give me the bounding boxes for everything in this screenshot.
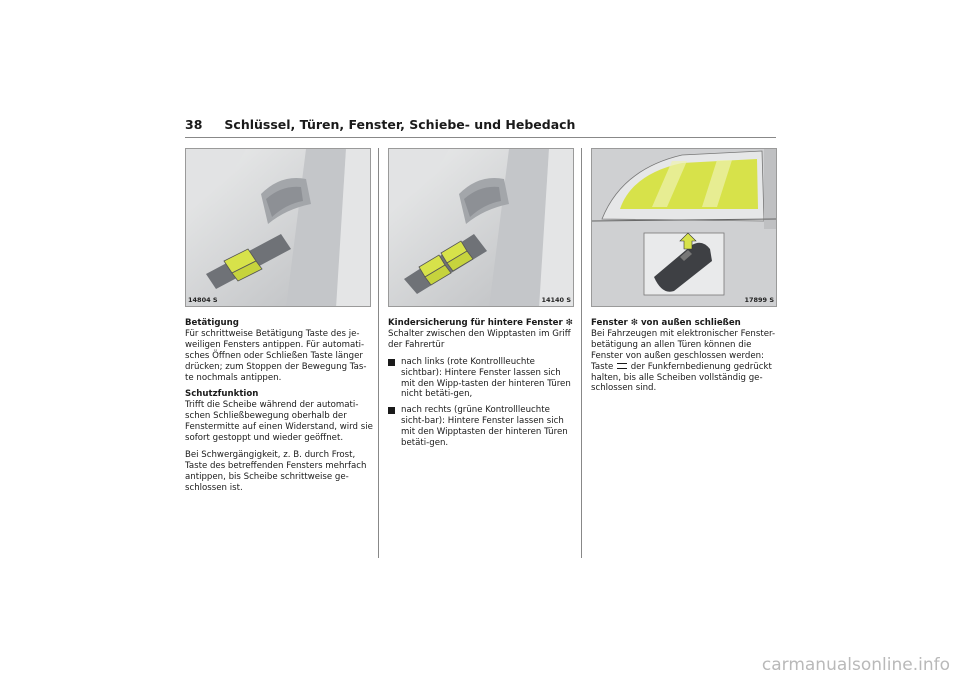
list-item: nach rechts (grüne Kontrollleuchte sicht-bar): Hintere Fenster lassen sich mit den Wipptasten der hinteren Türen betäti-gen. <box>388 405 576 449</box>
footer-watermark: carmanualsonline.info <box>761 655 950 675</box>
bullet-icon <box>388 359 395 366</box>
remote-button-icon <box>617 363 627 369</box>
list-item: nach links (rote Kontrollleuchte sichtbar): Hintere Fenster lassen sich mit den Wipp-tasten der hinteren Türen nicht betäti-gen, <box>388 357 576 401</box>
column-child-lock <box>388 318 576 454</box>
header-rule <box>185 137 776 138</box>
figure-code: 14804 S <box>188 296 218 304</box>
figure-child-lock <box>388 148 574 307</box>
text-frost: Bei Schwergängigkeit, z. B. durch Frost, Taste des betreffenden Fensters mehrfach antippen, bis Scheibe schrittweise ge-schlossen ist. <box>185 449 367 493</box>
column-remote-close <box>591 318 779 400</box>
figure-code: 14140 S <box>541 296 571 304</box>
page-number: 38 <box>185 117 203 132</box>
text-operation: Für schrittweise Betätigung Taste des je-weiligen Fensters antippen. Für automati-sches Öffnen oder Schließen Taste länger drücken; zum Stoppen der Bewegung Tas-te nochmals antippen. <box>185 328 367 383</box>
column-divider-2 <box>581 148 582 558</box>
text-remote-before: Bei Fahrzeugen mit elektronischer Fenster-betätigung an allen Türen können die Fenster von außen geschlossen werden: Taste <box>591 328 776 372</box>
text-protection: Trifft die Scheibe während der automati-schen Schließbewegung oberhalb der Fenstermitte auf einen Widerstand, wird sie sofort gestoppt und wieder geöffnet. <box>185 400 373 444</box>
column-operation <box>185 318 373 500</box>
heading-operation: Betätigung <box>185 318 239 328</box>
child-lock-list <box>388 357 576 449</box>
figure-remote-close <box>591 148 777 307</box>
page-header <box>185 117 575 132</box>
figure-window-switches <box>185 148 371 307</box>
text-remote-after: der Funkfernbedienung gedrückt halten, bis alle Scheiben vollständig ge-schlossen sind. <box>591 361 772 394</box>
figure-code: 17899 S <box>744 296 774 304</box>
heading-protection: Schutzfunktion <box>185 389 259 400</box>
column-divider-1 <box>378 148 379 558</box>
text-child-lock: Schalter zwischen den Wipptasten im Griff der Fahrertür <box>388 328 571 350</box>
page-title: Schlüssel, Türen, Fenster, Schiebe- und Hebedach <box>224 117 576 132</box>
heading-remote-close: Fenster ❇ von außen schließen <box>591 318 741 328</box>
bullet-icon <box>388 407 395 414</box>
heading-child-lock: Kindersicherung für hintere Fenster ❇ <box>388 318 573 328</box>
